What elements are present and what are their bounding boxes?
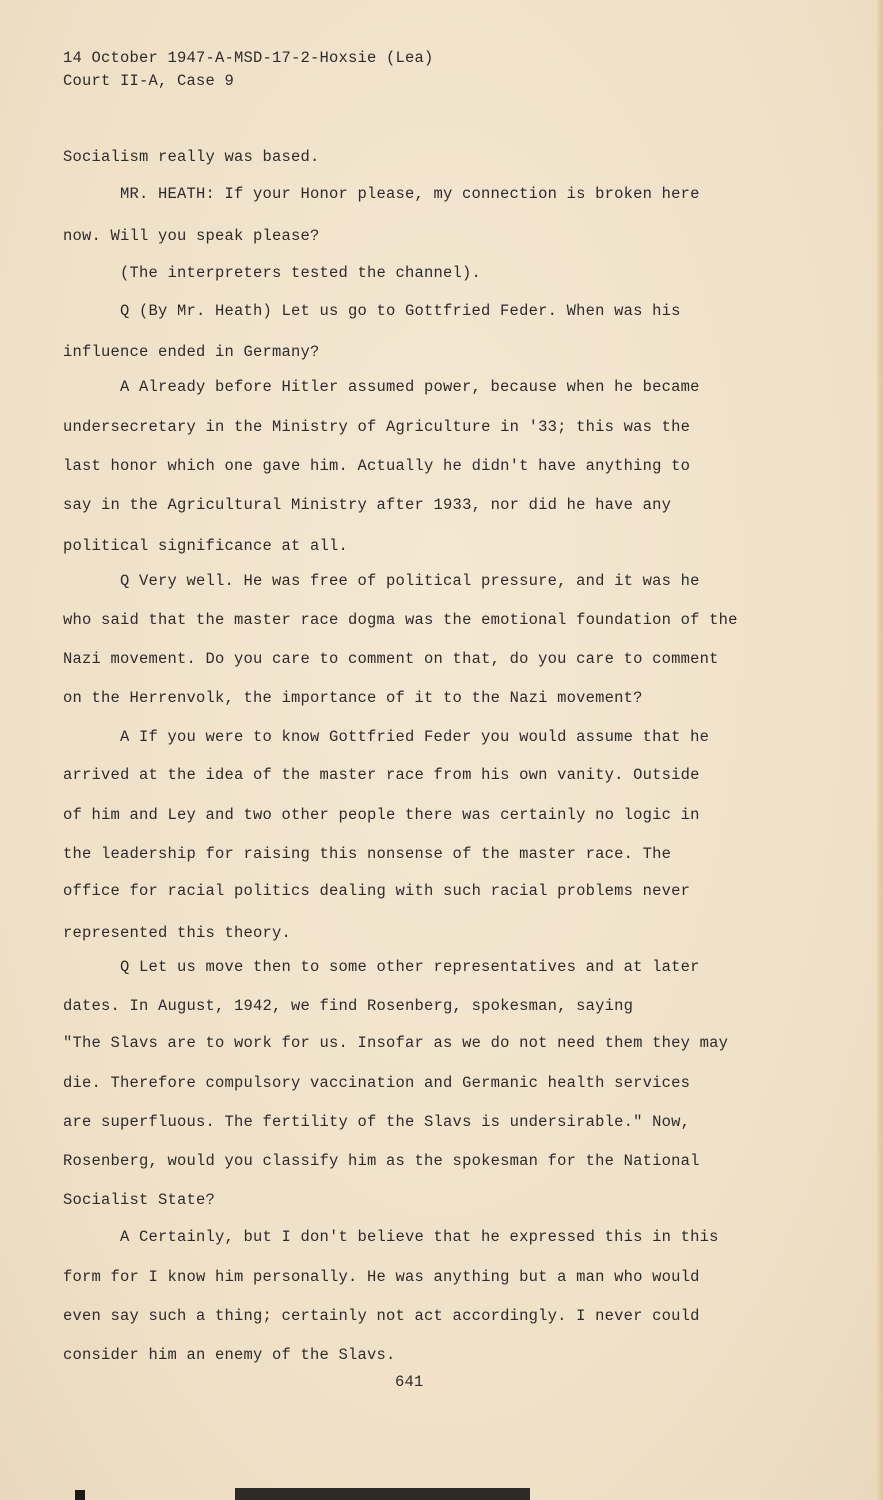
scan-mark (75, 1490, 85, 1500)
transcript-line: on the Herrenvolk, the importance of it to the Nazi movement? (63, 689, 643, 707)
transcript-line: "The Slavs are to work for us. Insofar as we do not need them they may (63, 1034, 729, 1052)
transcript-line: now. Will you speak please? (63, 227, 320, 245)
transcript-line: A If you were to know Gottfried Feder you would assume that he (120, 728, 710, 746)
transcript-line: A Already before Hitler assumed power, because when he became (120, 378, 700, 396)
transcript-line: Nazi movement. Do you care to comment on that, do you care to comment (63, 650, 719, 668)
transcript-line: even say such a thing; certainly not act accordingly. I never could (63, 1307, 700, 1325)
transcript-line: form for I know him personally. He was anything but a man who would (63, 1268, 700, 1286)
transcript-line: arrived at the idea of the master race from his own vanity. Outside (63, 766, 700, 784)
transcript-line: MR. HEATH: If your Honor please, my connection is broken here (120, 185, 700, 203)
transcript-line: consider him an enemy of the Slavs. (63, 1346, 396, 1364)
header-line-court-case: Court II-A, Case 9 (63, 72, 235, 90)
transcript-line: (The interpreters tested the channel). (120, 264, 482, 282)
transcript-line: die. Therefore compulsory vaccination and Germanic health services (63, 1074, 691, 1092)
transcript-line: represented this theory. (63, 924, 292, 942)
transcript-line: A Certainly, but I don't believe that he expressed this in this (120, 1228, 719, 1246)
transcript-line: Rosenberg, would you classify him as the spokesman for the National (63, 1152, 700, 1170)
transcript-line: Q Let us move then to some other representatives and at later (120, 958, 700, 976)
page-number: 641 (395, 1373, 424, 1391)
transcript-line: undersecretary in the Ministry of Agriculture in '33; this was the (63, 418, 691, 436)
transcript-line: dates. In August, 1942, we find Rosenberg, spokesman, saying (63, 997, 634, 1015)
transcript-line: last honor which one gave him. Actually he didn't have anything to (63, 457, 691, 475)
transcript-line: say in the Agricultural Ministry after 1933, nor did he have any (63, 496, 672, 514)
header-line-date-reference: 14 October 1947-A-MSD-17-2-Hoxsie (Lea) (63, 49, 434, 67)
transcript-line: Socialist State? (63, 1191, 216, 1209)
transcript-line: Q Very well. He was free of political pressure, and it was he (120, 572, 700, 590)
transcript-line: of him and Ley and two other people there was certainly no logic in (63, 806, 700, 824)
transcript-line: the leadership for raising this nonsense of the master race. The (63, 845, 672, 863)
transcript-line: are superfluous. The fertility of the Slavs is undersirable." Now, (63, 1113, 691, 1131)
transcript-line: office for racial politics dealing with such racial problems never (63, 882, 691, 900)
transcript-line: who said that the master race dogma was the emotional foundation of the (63, 611, 738, 629)
transcript-line: political significance at all. (63, 537, 349, 555)
transcript-line: Socialism really was based. (63, 148, 320, 166)
scan-mark (235, 1488, 530, 1500)
transcript-line: influence ended in Germany? (63, 343, 320, 361)
transcript-line: Q (By Mr. Heath) Let us go to Gottfried Feder. When was his (120, 302, 681, 320)
